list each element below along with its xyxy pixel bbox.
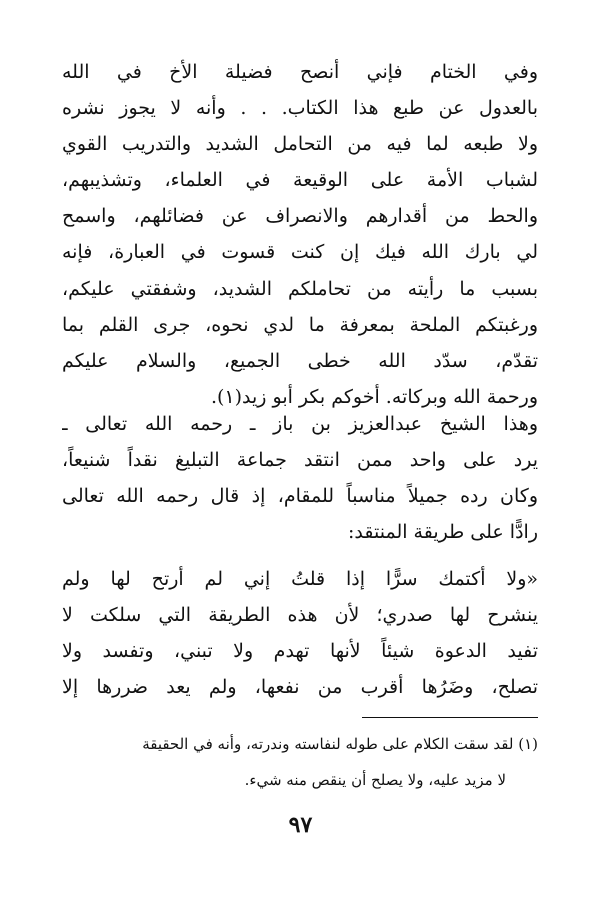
text-line: رادًّا على طريقة المنتقد: <box>348 521 538 544</box>
footnote-line: لا مزيد عليه، ولا يصلح أن ينقص منه شيء. <box>244 771 506 789</box>
paragraph-quotation <box>62 561 538 705</box>
text-line: لي بارك الله فيك إن كنت قسوت في العبارة، فإنه <box>62 241 538 264</box>
footnote-divider <box>362 717 538 718</box>
text-line: يرد على واحد ممن انتقد جماعة التبليغ نقداً شنيعاً، <box>62 449 538 472</box>
text-line: والحط من أقدارهم والانصراف عن فضائلهم، واسمح <box>62 205 538 228</box>
footnotes <box>80 726 538 798</box>
text-line: بالعدول عن طبع هذا الكتاب. . . وأنه لا يجوز نشره <box>62 97 538 120</box>
text-line: تقدّم، سدّد الله خطى الجميع، والسلام عليكم <box>62 349 538 372</box>
text-line: ورحمة الله وبركاته. أخوكم بكر أبو زيد(١). <box>210 385 538 408</box>
text-line: ورغبتكم الملحة بمعرفة ما لدي نحوه، جرى القلم بما <box>62 313 538 336</box>
paragraph-ibn-baz-intro <box>62 406 538 550</box>
text-line: تفيد الدعوة شيئاً لأنها تهدم ولا تبني، وتفسد ولا <box>62 640 538 663</box>
text-line: لشباب الأمة على الوقيعة في العلماء، وتشذيبهم، <box>62 169 538 192</box>
text-line: ولا طبعه لما فيه من التحامل الشديد والتدريب القوي <box>62 133 538 156</box>
paragraph-closing-letter <box>62 54 538 415</box>
text-line: تصلح، وضَرُها أقرب من نفعها، ولم يعد ضررها إلا <box>62 676 538 699</box>
text-line: بسبب ما رأيته من تحاملكم الشديد، وشفقتي عليكم، <box>62 277 538 300</box>
footnote-line: (١) لقد سقت الكلام على طوله لنفاسته وندرته، وأنه في الحقيقة <box>142 735 538 753</box>
page-number: ٩٧ <box>288 812 313 838</box>
text-line: «ولا أكتمك سرًّا إذا قلتُ إني لم أرتح لها ولم <box>62 568 538 590</box>
text-line: وفي الختام فإني أنصح فضيلة الأخ في الله <box>62 61 538 83</box>
text-line: ينشرح لها صدري؛ لأن هذه الطريقة التي سلكت لا <box>62 604 538 627</box>
text-line: وكان رده جميلاً مناسباً للمقام، إذ قال رحمه الله تعالى <box>62 485 538 508</box>
text-line: وهذا الشيخ عبدالعزيز بن باز ـ رحمه الله تعالى ـ <box>62 413 538 435</box>
